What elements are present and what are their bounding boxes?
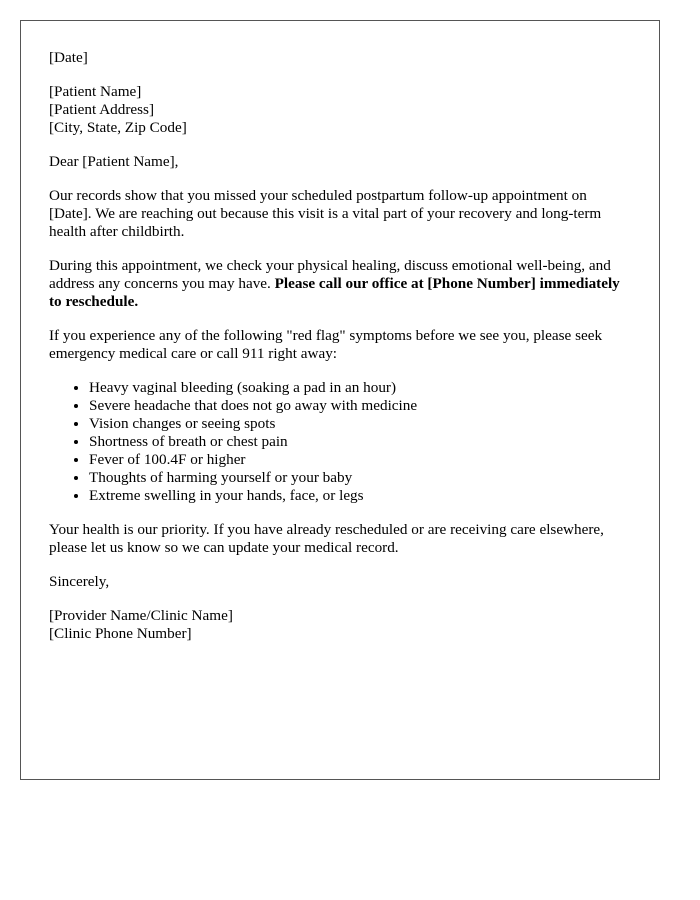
symptom-item: • Extreme swelling in your hands, face, or legs bbox=[89, 487, 631, 505]
clinic-phone: [Clinic Phone Number] bbox=[49, 625, 192, 642]
recipient-address-block bbox=[49, 83, 631, 137]
symptom-item: • Heavy vaginal bleeding (soaking a pad in an hour) bbox=[89, 379, 631, 397]
symptom-list bbox=[49, 379, 631, 505]
symptom-item: • Fever of 100.4F or higher bbox=[89, 451, 631, 469]
letter-date: [Date] bbox=[49, 49, 88, 66]
signature-block bbox=[49, 607, 631, 643]
recipient-name: [Patient Name] bbox=[49, 83, 142, 100]
symptom-item: • Vision changes or seeing spots bbox=[89, 415, 631, 433]
provider-name: [Provider Name/Clinic Name] bbox=[49, 607, 233, 624]
paragraph-missed-appointment: Our records show that you missed your scheduled postpartum follow-up appointment on [Date]. We are reaching out because this visit is a vital part of your recovery and long-term health after childbirth. bbox=[49, 187, 602, 240]
call-to-action: Please call our office at [Phone Number] immediately to reschedule. bbox=[49, 275, 620, 310]
salutation: Dear [Patient Name], bbox=[49, 153, 179, 170]
paragraph-appointment-purpose-text: During this appointment, we check your physical healing, discuss emotional well-being, and address any concerns you may have. bbox=[49, 257, 611, 292]
recipient-city-state-zip: [City, State, Zip Code] bbox=[49, 119, 187, 136]
letter-page bbox=[20, 20, 660, 780]
symptom-item: • Shortness of breath or chest pain bbox=[89, 433, 631, 451]
paragraph-health-priority: Your health is our priority. If you have already rescheduled or are receiving care elsewhere, please let us know so we can update your medical record. bbox=[49, 521, 604, 556]
symptom-item: • Thoughts of harming yourself or your baby bbox=[89, 469, 631, 487]
symptom-item: • Severe headache that does not go away with medicine bbox=[89, 397, 631, 415]
paragraph-red-flag-intro: If you experience any of the following "red flag" symptoms before we see you, please seek emergency medical care or call 911 right away: bbox=[49, 327, 603, 362]
closing: Sincerely, bbox=[49, 573, 110, 590]
recipient-address: [Patient Address] bbox=[49, 101, 155, 118]
paragraph-appointment-purpose bbox=[49, 257, 631, 311]
